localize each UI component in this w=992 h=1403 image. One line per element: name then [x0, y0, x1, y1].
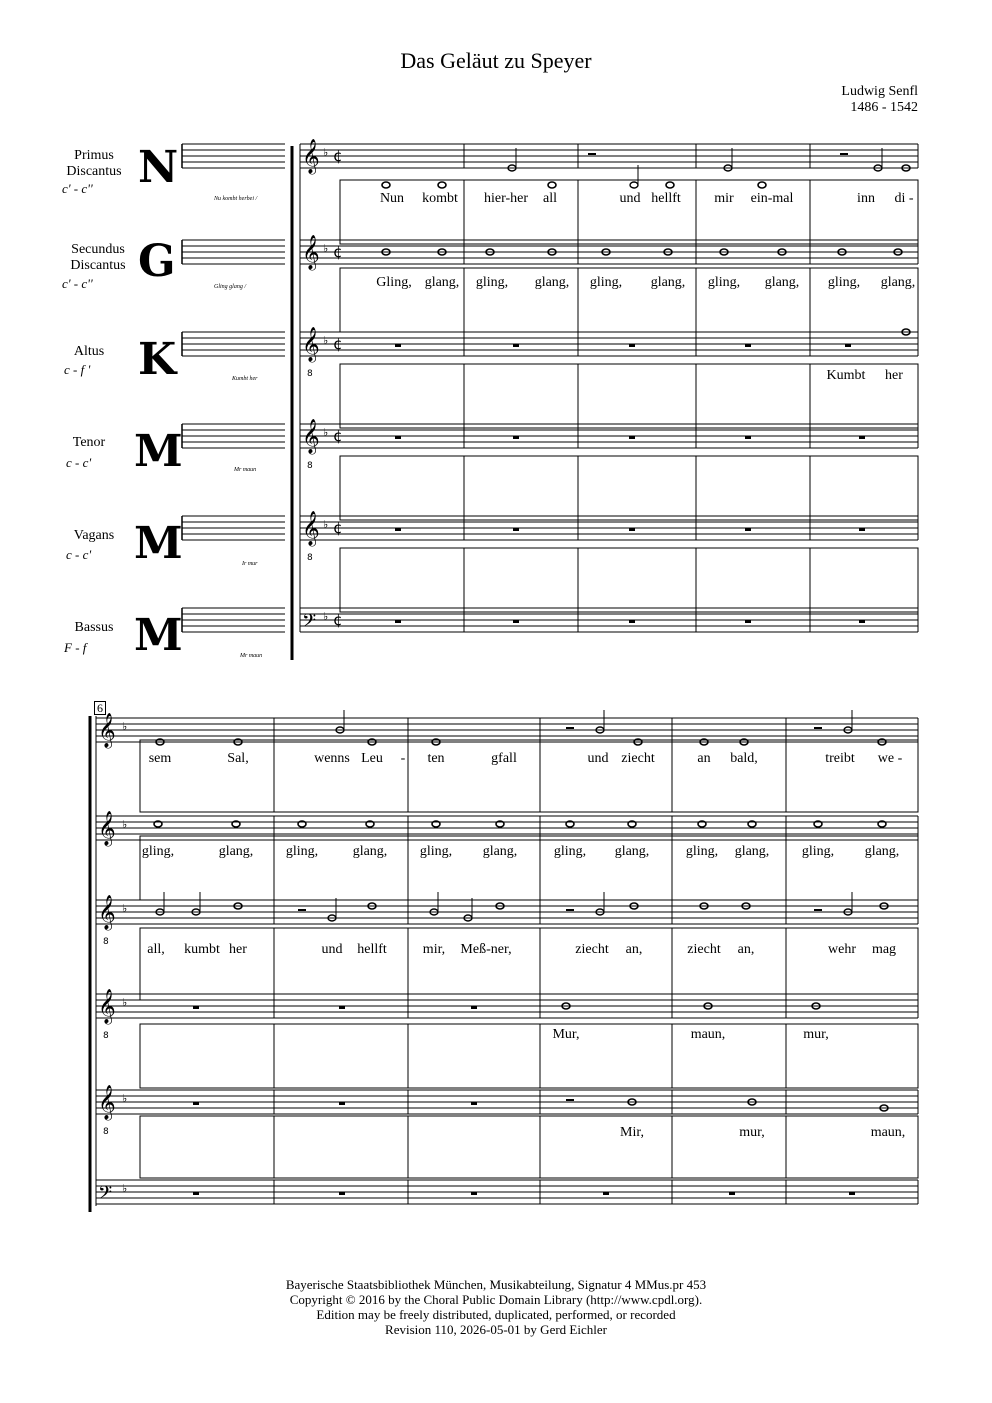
lyric-box — [672, 740, 786, 812]
rest-mark — [629, 344, 635, 347]
lyric-syllable: Meß-ner, — [460, 942, 512, 957]
lyric-syllable: gfall — [491, 751, 517, 766]
lyric-syllable: Kumbt — [826, 368, 866, 383]
rest-mark — [745, 344, 751, 347]
lyric-syllable: treibt — [825, 751, 855, 766]
incipit-text-primus: Nu kombt herbei / — [214, 196, 258, 202]
key-signature-flat: ♭ — [122, 996, 128, 1009]
lyric-syllable: we - — [877, 751, 903, 766]
initial-letter-bassus: M — [134, 610, 183, 661]
lyric-syllable: hier-her — [483, 191, 529, 206]
lyric-syllable: mir — [714, 191, 734, 206]
rest-mark — [193, 1102, 199, 1105]
whole-note — [438, 182, 446, 188]
time-signature: ¢ — [333, 427, 343, 445]
lyric-syllable: glang, — [764, 275, 800, 290]
key-signature-flat: ♭ — [122, 818, 128, 831]
lyric-syllable: sem — [148, 751, 172, 766]
lyric-syllable: gling, — [419, 844, 453, 859]
lyric-syllable: und — [321, 942, 343, 957]
lyric-syllable: her — [885, 368, 903, 383]
clef-octave-mark: 8 — [103, 1127, 109, 1137]
initial-letter-secundus: G — [138, 236, 176, 287]
lyric-syllable: gling, — [553, 844, 587, 859]
lyric-syllable: maun, — [690, 1027, 726, 1042]
half-note — [630, 182, 638, 188]
lyric-box — [464, 364, 578, 428]
key-signature-flat: ♭ — [323, 518, 329, 531]
lyric-syllable: di - — [894, 191, 914, 206]
incipit-text-tenor: Mr maun — [234, 467, 257, 473]
treble-clef: 𝄞 — [98, 895, 116, 930]
lyric-box — [672, 1024, 786, 1088]
treble-clef: 𝄞 — [98, 1085, 116, 1120]
bass-clef: 𝄢 — [98, 1183, 113, 1208]
rest-mark — [859, 528, 865, 531]
clef-octave-mark: 8 — [307, 553, 313, 563]
lyric-box — [786, 928, 918, 1000]
composer-dates: 1486 - 1542 — [850, 100, 918, 115]
initial-letter-vagans: M — [134, 518, 183, 569]
lyric-box — [696, 456, 810, 520]
key-signature-flat: ♭ — [122, 720, 128, 733]
rest-mark — [471, 1102, 477, 1105]
incipit-text-bassus: Mr maun — [240, 653, 263, 659]
rest-mark — [193, 1006, 199, 1009]
whole-note — [758, 182, 766, 188]
rest-mark — [629, 528, 635, 531]
lyric-syllable: glang, — [424, 275, 460, 290]
lyric-syllable: glang, — [482, 844, 518, 859]
rest-mark — [629, 620, 635, 623]
lyric-box — [696, 364, 810, 428]
lyric-syllable: an — [697, 751, 711, 766]
lyric-box — [274, 1116, 408, 1178]
rest-mark — [745, 436, 751, 439]
lyric-box — [340, 456, 464, 520]
initial-letter-primus: N — [138, 142, 179, 193]
rest-mark — [513, 528, 519, 531]
lyric-syllable: Nun — [379, 191, 405, 206]
lyric-syllable: all, — [147, 942, 165, 957]
voice-name-primus-discantus: Primus Discantus — [66, 148, 122, 179]
rest-mark — [395, 528, 401, 531]
rest-mark — [513, 436, 519, 439]
lyric-syllable: hellft — [357, 942, 387, 957]
rest-mark — [859, 436, 865, 439]
lyric-syllable: kombt — [422, 191, 458, 206]
lyric-syllable: ten — [427, 751, 445, 766]
time-signature: ¢ — [333, 335, 343, 353]
lyric-syllable: Mir, — [620, 1125, 644, 1140]
lyric-syllable: gling, — [685, 844, 719, 859]
lyric-syllable: mir, — [422, 942, 446, 957]
lyric-syllable: Gling, — [376, 275, 412, 290]
lyric-box — [578, 364, 696, 428]
time-signature: ¢ — [333, 519, 343, 537]
key-signature-flat: ♭ — [323, 334, 329, 347]
lyric-box — [340, 364, 464, 428]
lyric-syllable: glang, — [734, 844, 770, 859]
lyric-syllable: an, — [625, 942, 643, 957]
lyric-syllable: gling, — [801, 844, 835, 859]
rest-mark — [513, 620, 519, 623]
voice-range-bassus: F - f — [64, 640, 87, 655]
lyric-syllable: gling, — [475, 275, 509, 290]
lyric-syllable: kumbt — [184, 942, 220, 957]
rest-mark — [339, 1192, 345, 1195]
lyric-syllable: ein-mal — [750, 191, 794, 206]
clef-octave-mark: 8 — [103, 937, 109, 947]
lyric-syllable: Leu — [361, 751, 383, 766]
initial-letter-tenor: M — [134, 426, 183, 477]
lyric-box — [810, 456, 918, 520]
key-signature-flat: ♭ — [323, 610, 329, 623]
lyric-syllable: und — [619, 191, 641, 206]
lyric-syllable: wenns — [314, 751, 350, 766]
lyric-syllable: glang, — [614, 844, 650, 859]
voice-name-bassus: Bassus — [74, 620, 114, 635]
lyric-box — [810, 180, 918, 244]
lyric-box — [578, 548, 696, 612]
footer-revision: Revision 110, 2026-05-01 by Gerd Eichler — [385, 1322, 607, 1337]
measure-number: 6 — [94, 701, 106, 715]
lyric-box — [408, 1024, 540, 1088]
treble-clef: 𝄞 — [302, 139, 320, 174]
lyric-box — [578, 180, 696, 244]
lyric-box — [540, 928, 672, 1000]
lyric-box — [408, 1116, 540, 1178]
key-signature-flat: ♭ — [323, 242, 329, 255]
initial-letter-altus: K — [138, 334, 177, 385]
lyric-syllable: an, — [737, 942, 755, 957]
half-rest — [298, 909, 306, 911]
lyric-box — [464, 456, 578, 520]
rest-mark — [395, 620, 401, 623]
lyric-syllable: ziecht — [575, 942, 609, 957]
treble-clef: 𝄞 — [98, 989, 116, 1024]
treble-clef: 𝄞 — [302, 235, 320, 270]
lyric-syllable: wehr — [828, 942, 856, 957]
rest-mark — [339, 1102, 345, 1105]
bass-clef: 𝄢 — [302, 611, 317, 636]
lyric-box — [540, 1116, 672, 1178]
lyric-syllable: glang, — [880, 275, 916, 290]
rest-mark — [849, 1192, 855, 1195]
voice-range-vagans: c - c' — [66, 547, 92, 562]
half-rest — [814, 727, 822, 729]
lyric-syllable: Mur, — [552, 1027, 580, 1042]
lyric-box — [464, 548, 578, 612]
key-signature-flat: ♭ — [323, 426, 329, 439]
key-signature-flat: ♭ — [122, 1182, 128, 1195]
lyric-syllable: glang, — [534, 275, 570, 290]
lyric-syllable: bald, — [730, 751, 758, 766]
lyric-syllable: hellft — [651, 191, 681, 206]
key-signature-flat: ♭ — [122, 902, 128, 915]
voice-range-tenor: c - c' — [66, 455, 92, 470]
clef-octave-mark: 8 — [103, 1031, 109, 1041]
lyric-syllable: glang, — [650, 275, 686, 290]
treble-clef: 𝄞 — [98, 713, 116, 748]
lyric-syllable: maun, — [870, 1125, 906, 1140]
rest-mark — [395, 436, 401, 439]
lyric-box — [464, 180, 578, 244]
time-signature: ¢ — [333, 147, 343, 165]
incipit-text-altus: Kumbt her — [232, 376, 258, 382]
lyric-box — [340, 548, 464, 612]
rest-mark — [513, 344, 519, 347]
half-rest — [566, 727, 574, 729]
lyric-syllable: inn — [857, 191, 875, 206]
rest-mark — [395, 344, 401, 347]
half-rest — [814, 909, 822, 911]
lyric-syllable: gling, — [707, 275, 741, 290]
half-rest — [588, 153, 596, 155]
rest-mark — [471, 1006, 477, 1009]
rest-mark — [745, 620, 751, 623]
key-signature-flat: ♭ — [323, 146, 329, 159]
lyric-box — [140, 1024, 274, 1088]
voice-name-vagans: Vagans — [73, 528, 115, 543]
lyric-syllable: gling, — [141, 844, 175, 859]
rest-mark — [471, 1192, 477, 1195]
footer-credits — [0, 1277, 992, 1337]
voice-range-altus: c - f ' — [64, 362, 91, 377]
lyric-box — [578, 456, 696, 520]
lyric-syllable: glang, — [352, 844, 388, 859]
lyric-syllable: und — [587, 751, 609, 766]
time-signature: ¢ — [333, 611, 343, 629]
rest-mark — [859, 620, 865, 623]
lyric-box — [696, 180, 810, 244]
treble-clef: 𝄞 — [98, 811, 116, 846]
whole-note — [382, 182, 390, 188]
half-rest — [566, 1099, 574, 1101]
key-signature-flat: ♭ — [122, 1092, 128, 1105]
rest-mark — [729, 1192, 735, 1195]
clef-octave-mark: 8 — [307, 369, 313, 379]
lyric-syllable: all — [543, 191, 557, 206]
lyric-syllable: gling, — [589, 275, 623, 290]
lyric-box — [408, 928, 540, 1000]
rest-mark — [193, 1192, 199, 1195]
whole-note — [548, 182, 556, 188]
rest-mark — [603, 1192, 609, 1195]
lyric-syllable: ziecht — [687, 942, 721, 957]
lyric-syllable: Sal, — [227, 751, 249, 766]
treble-clef: 𝄞 — [302, 327, 320, 362]
lyric-syllable: gling, — [827, 275, 861, 290]
voice-name-altus: Altus — [73, 344, 105, 359]
whole-note — [666, 182, 674, 188]
treble-clef: 𝄞 — [302, 419, 320, 454]
treble-clef: 𝄞 — [302, 511, 320, 546]
lyric-syllable: mag — [871, 942, 897, 957]
voice-name-tenor: Tenor — [72, 435, 106, 450]
clef-octave-mark: 8 — [307, 461, 313, 471]
half-rest — [566, 909, 574, 911]
footer-license: Edition may be freely distributed, duplicated, performed, or recorded — [316, 1307, 676, 1322]
lyric-box — [274, 928, 408, 1000]
footer-copyright: Copyright © 2016 by the Choral Public Domain Library (http://www.cpdl.org). — [289, 1292, 703, 1307]
lyric-box — [672, 928, 786, 1000]
rest-mark — [339, 1006, 345, 1009]
lyric-box — [810, 548, 918, 612]
lyric-syllable: glang, — [864, 844, 900, 859]
rest-mark — [745, 528, 751, 531]
time-signature: ¢ — [333, 243, 343, 261]
footer-source: Bayerische Staatsbibliothek München, Musikabteilung, Signatur 4 MMus.pr 453 — [285, 1277, 707, 1292]
lyric-syllable: ziecht — [621, 751, 655, 766]
lyric-box — [696, 548, 810, 612]
lyric-syllable: gling, — [285, 844, 319, 859]
rest-mark — [845, 344, 851, 347]
lyric-box — [274, 1024, 408, 1088]
voice-range-primus-discantus: c' - c'' — [62, 181, 93, 196]
incipit-text-vagans: Ir mur — [242, 561, 258, 567]
lyric-syllable: glang, — [218, 844, 254, 859]
voice-name-secundus-discantus: Secundus Discantus — [70, 242, 126, 273]
lyric-box — [340, 180, 464, 244]
lyric-syllable: her — [229, 942, 247, 957]
lyric-syllable: mur, — [803, 1027, 829, 1042]
lyric-syllable: mur, — [739, 1125, 765, 1140]
half-rest — [840, 153, 848, 155]
lyric-box — [140, 1116, 274, 1178]
incipit-text-secundus: Gling glang / — [214, 284, 247, 290]
lyric-box — [672, 1116, 786, 1178]
lyric-box — [140, 928, 274, 1000]
page-title: Das Geläut zu Speyer — [400, 48, 592, 73]
rest-mark — [629, 436, 635, 439]
voice-range-secundus-discantus: c' - c'' — [62, 276, 93, 291]
composer-name: Ludwig Senfl — [841, 84, 918, 99]
lyric-syllable: - — [400, 751, 406, 766]
